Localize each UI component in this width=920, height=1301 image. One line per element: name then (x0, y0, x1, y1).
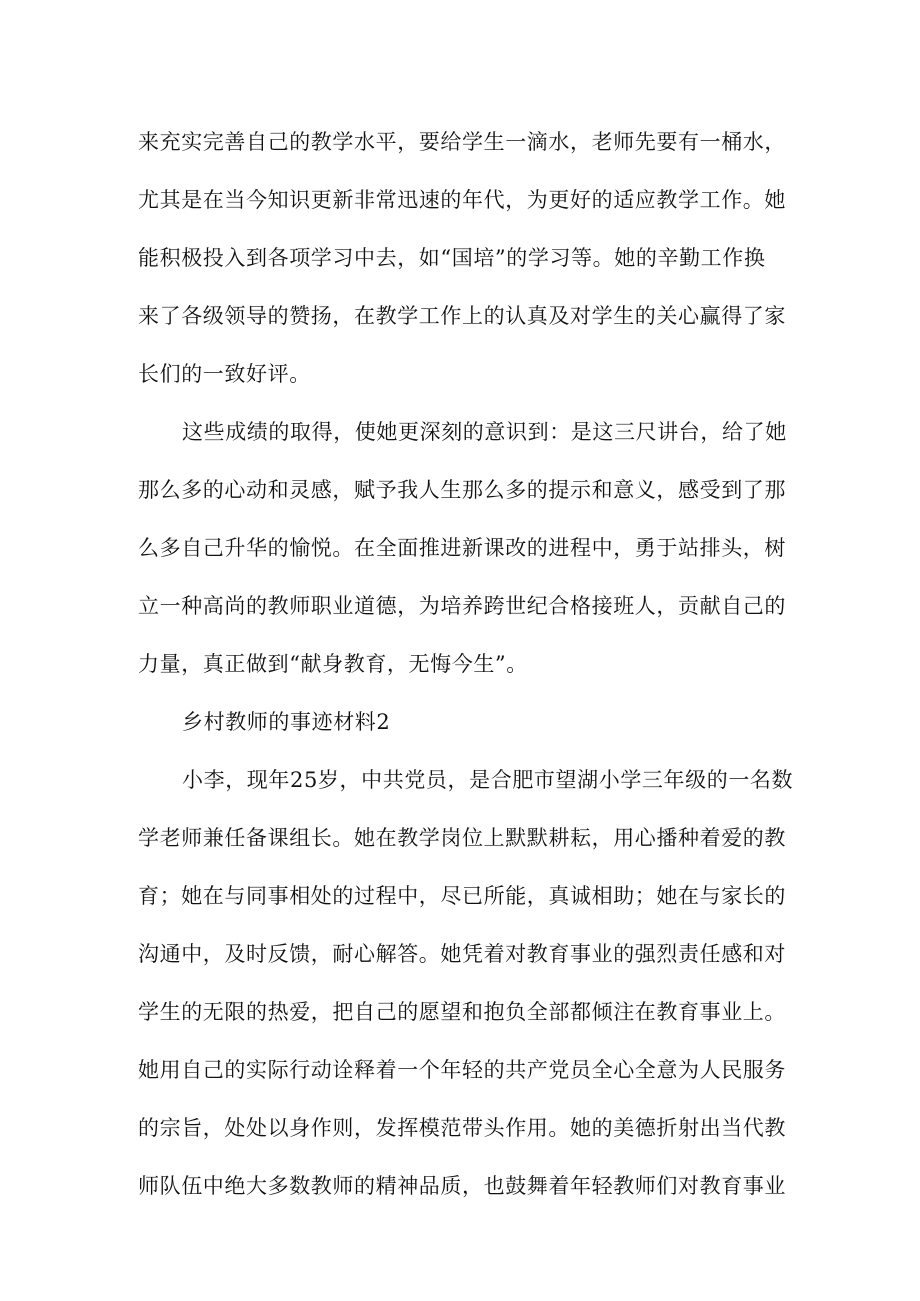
section-heading: 乡村教师的事迹材料2 (182, 710, 391, 734)
paragraph-3-line-3: 育；她在与同事相处的过程中，尽已所能，真诚相助；她在与家长的 (138, 884, 786, 908)
paragraph-1-line-1: 来充实完善自己的教学水平，要给学生一滴水，老师先要有一桶水， (138, 130, 786, 154)
paragraph-1-line-2: 尤其是在当今知识更新非常迅速的年代，为更好的适应教学工作。她 (138, 188, 786, 212)
paragraph-2-line-4: 立一种高尚的教师职业道德，为培养跨世纪合格接班人，贡献自己的 (138, 594, 786, 618)
paragraph-3-line-4: 沟通中，及时反馈，耐心解答。她凭着对教育事业的强烈责任感和对 (138, 942, 786, 966)
paragraph-3-line-6: 她用自己的实际行动诠释着一个年轻的共产党员全心全意为人民服务 (138, 1058, 786, 1082)
paragraph-2-line-3: 么多自己升华的愉悦。在全面推进新课改的进程中，勇于站排头，树 (138, 536, 786, 560)
paragraph-2-line-2: 那么多的心动和灵感，赋予我人生那么多的提示和意义，感受到了那 (138, 478, 786, 502)
paragraph-2-line-5: 力量，真正做到“献身教育，无悔今生”。 (138, 652, 528, 676)
paragraph-1-line-5: 长们的一致好评。 (138, 362, 311, 386)
paragraph-1-line-4: 来了各级领导的赞扬，在教学工作上的认真及对学生的关心赢得了家 (138, 304, 786, 328)
paragraph-3-line-7: 的宗旨，处处以身作则，发挥模范带头作用。她的美德折射出当代教 (138, 1116, 786, 1140)
paragraph-3-line-1: 小李，现年25岁，中共党员，是合肥市望湖小学三年级的一名数 (182, 768, 794, 792)
paragraph-3-line-2: 学老师兼任备课组长。她在教学岗位上默默耕耘，用心播种着爱的教 (138, 826, 786, 850)
paragraph-3-line-8: 师队伍中绝大多数教师的精神品质，也鼓舞着年轻教师们对教育事业 (138, 1174, 786, 1198)
paragraph-2-line-1: 这些成绩的取得，使她更深刻的意识到：是这三尺讲台，给了她 (182, 420, 787, 444)
paragraph-3-line-5: 学生的无限的热爱，把自己的愿望和抱负全部都倾注在教育事业上。 (138, 1000, 786, 1024)
paragraph-1-line-3: 能积极投入到各项学习中去，如“国培”的学习等。她的辛勤工作换 (138, 246, 766, 270)
